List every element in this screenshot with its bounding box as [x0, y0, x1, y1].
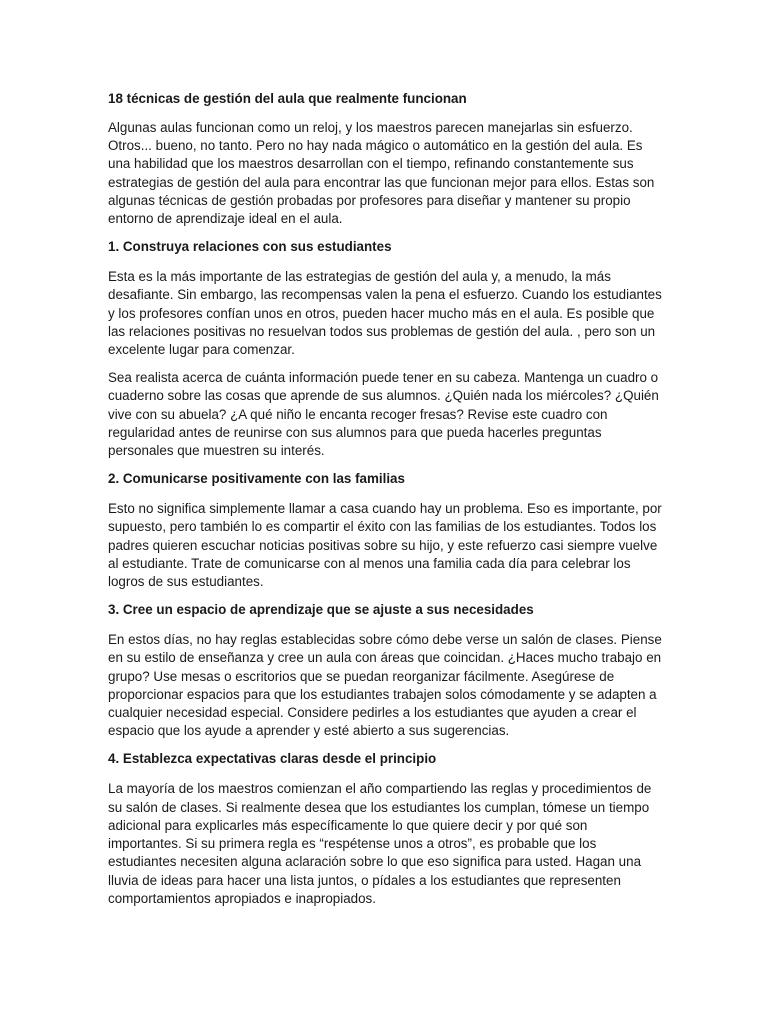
- section-1: [108, 238, 664, 460]
- section-3: [108, 601, 664, 740]
- section-heading: 1. Construya relaciones con sus estudiantes: [108, 239, 392, 255]
- section-heading: 2. Comunicarse positivamente con las familias: [108, 471, 405, 487]
- section-heading: 3. Cree un espacio de aprendizaje que se ajuste a sus necesidades: [108, 602, 534, 618]
- section-paragraph: Esta es la más importante de las estrategias de gestión del aula y, a menudo, la más desafiante. Sin embargo, las recompensas valen la pena el esfuerzo. Cuando los estudiantes y los profesores confían unos en otros, pueden hacer mucho más en el aula. Es posible que las relaciones positivas no resuelvan todos sus problemas de gestión del aula. , pero son un excelente lugar para comenzar.: [108, 269, 662, 358]
- section-paragraph: La mayoría de los maestros comienzan el año compartiendo las reglas y procedimientos de su salón de clases. Si realmente desea que los estudiantes los cumplan, tómese un tiempo adicional para explicarles más específicamente lo que quiere decir y por qué son importantes. Si su primera regla es “respétense unos a otros”, es probable que los estudiantes necesiten alguna aclaración sobre lo que eso significa para usted. Hagan una lluvia de ideas para hacer una lista juntos, o pídales a los estudiantes que representen comportamientos apropiados e inapropiados.: [108, 781, 652, 906]
- section-paragraph: Esto no significa simplemente llamar a casa cuando hay un problema. Eso es importante, por supuesto, pero también lo es compartir el éxito con las familias de los estudiantes. Todos los padres quieren escuchar noticias positivas sobre su hijo, y este refuerzo casi siempre vuelve al estudiante. Trate de comunicarse con al menos una familia cada día para celebrar los logros de sus estudiantes.: [108, 501, 662, 590]
- section-paragraph: Sea realista acerca de cuánta información puede tener en su cabeza. Mantenga un cuadro o cuaderno sobre las cosas que aprende de sus alumnos. ¿Quién nada los miércoles? ¿Quién vive con su abuela? ¿A qué niño le encanta recoger fresas? Revise este cuadro con regularidad antes de reunirse con sus alumnos para que pueda hacerles preguntas personales que muestren su interés.: [108, 370, 659, 459]
- section-4: [108, 750, 664, 907]
- document-title: 18 técnicas de gestión del aula que realmente funcionan: [108, 91, 467, 106]
- section-paragraph: En estos días, no hay reglas establecidas sobre cómo debe verse un salón de clases. Piense en su estilo de enseñanza y cree un aula con áreas que coincidan. ¿Haces mucho trabajo en grupo? Use mesas o escritorios que se puedan reorganizar fácilmente. Asegúrese de proporcionar espacios para que los estudiantes trabajen solos cómodamente y se adapten a cualquier necesidad especial. Considere pedirles a los estudiantes que ayuden a crear el espacio que los ayude a aprender y esté abierto a sus sugerencias.: [108, 632, 662, 739]
- document-page: [108, 90, 664, 918]
- section-heading: 4. Establezca expectativas claras desde el principio: [108, 751, 437, 767]
- section-2: [108, 470, 664, 591]
- intro-paragraph: Algunas aulas funcionan como un reloj, y los maestros parecen manejarlas sin esfuerzo. Otros... bueno, no tanto. Pero no hay nada mágico o automático en la gestión del aula. Es una habilidad que los maestros desarrollan con el tiempo, refinando constantemente sus estrategias de gestión del aula para encontrar las que funcionan mejor para ellos. Estas son algunas técnicas de gestión probadas por profesores para diseñar y mantener su propio entorno de aprendizaje ideal en el aula.: [108, 120, 655, 227]
